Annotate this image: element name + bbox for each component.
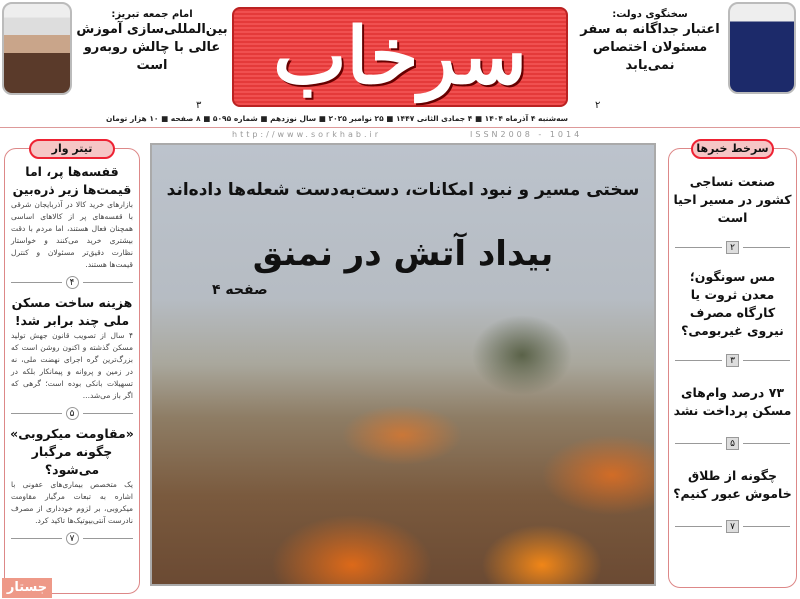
date-line: سه‌شنبه ۴ آذرماه ۱۴۰۴ ■ ۴ جمادی الثانی ۱۴۴۷ ■ ۲۵ نوامبر ۲۰۲۵ ■ سال نوزدهم ■ شماره ۵۰۹۵ ■ ۸ صفحه ■ ۱۰ هزار تومان bbox=[105, 114, 568, 123]
main-kicker: سختی مسیر و نبود امکانات، دست‌به‌دست شعله‌ها داده‌اند bbox=[166, 180, 640, 200]
item-title: مس سونگون؛ معدن ثروت یا کارگاه مصرف نیروی غیربومی؟ bbox=[681, 269, 784, 338]
item-body: یک متخصص بیماری‌های عفونی با اشاره به تبعات مرگبار مقاومت میکروبی، بر لزوم خودداری از مصرف نادرست آنتی‌بیوتیک‌ها تاکید کرد. bbox=[11, 480, 133, 525]
page-number: ۳ bbox=[675, 354, 790, 367]
main-headline: بیداد آتش در نمنق bbox=[252, 234, 554, 274]
item-body: ۴ سال از تصویب قانون جهش تولید مسکن گذشته و اکنون روشن است که بزرگ‌ترین گره اجرای نهضت ملی، نه در زمین و پروانه و پیمانکار بلکه در تسهیلات بانکی بوده است؛ گرهی که اگر باز می‌شد... bbox=[11, 331, 133, 400]
item-body: بازارهای خرید کالا در آذربایجان شرقی با قفسه‌های پر از کالاهای اساسی همچنان فعال هستند، اما مردم با دقت بیشتری خرید می‌کنند و خواستار نظارت دقیق‌تر مسئولان و کنترل قیمت‌ها هستند. bbox=[11, 200, 133, 269]
main-page-ref: صفحه ۴ bbox=[212, 282, 268, 298]
item-title: صنعت نساجی کشور در مسیر احیا است bbox=[673, 174, 792, 225]
page-number: ۵ bbox=[675, 437, 790, 450]
teaser-kicker: امام جمعه تبریز: bbox=[111, 9, 193, 20]
website-url[interactable]: http://www.sorkhab.ir bbox=[232, 130, 382, 139]
page-number: ۴ bbox=[11, 276, 133, 289]
page-number: ۲ bbox=[675, 241, 790, 254]
teaser-title: اعتبار جداگانه به سفر مسئولان اختصاص نمی‌یابد bbox=[580, 22, 720, 73]
header-rule bbox=[0, 127, 800, 128]
teaser-right-page: ۲ bbox=[595, 100, 601, 111]
item-title: ۷۳ درصد وام‌های مسکن پرداخت نشد bbox=[673, 385, 792, 418]
main-story-photo[interactable] bbox=[150, 143, 656, 586]
item-title: قفسه‌ها پر، اما قیمت‌ها زیر ذره‌بین bbox=[12, 164, 132, 197]
page-number: ۵ bbox=[11, 407, 133, 420]
teaser-left[interactable] bbox=[76, 8, 228, 75]
page-number: ۷ bbox=[11, 532, 133, 545]
list-item[interactable] bbox=[669, 460, 796, 510]
list-item[interactable] bbox=[5, 294, 139, 402]
teaser-left-page: ۳ bbox=[196, 100, 202, 111]
jostar-stamp: جستار bbox=[2, 578, 52, 598]
page-number: ۷ bbox=[675, 520, 790, 533]
right-column-tab: سرخط خبرها bbox=[691, 139, 774, 159]
left-column-tab: تیتر وار bbox=[29, 139, 115, 159]
spokesperson-photo bbox=[728, 2, 796, 94]
list-item[interactable] bbox=[5, 425, 139, 527]
teaser-right[interactable] bbox=[574, 8, 726, 75]
imam-photo bbox=[2, 2, 72, 95]
right-column bbox=[668, 142, 797, 588]
issn: ISSN2008 - 1014 bbox=[470, 130, 583, 139]
list-item[interactable] bbox=[669, 377, 796, 427]
list-item[interactable] bbox=[5, 163, 139, 271]
left-column bbox=[4, 142, 140, 594]
item-title: هزینه ساخت مسکن ملی چند برابر شد! bbox=[11, 295, 133, 328]
item-title: چگونه از طلاق خاموش عبور کنیم؟ bbox=[673, 468, 792, 501]
list-item[interactable] bbox=[669, 169, 796, 231]
item-title: «مقاومت میکروبی» چگونه مرگبار می‌شود؟ bbox=[10, 426, 134, 477]
teaser-kicker: سخنگوی دولت: bbox=[612, 9, 688, 20]
list-item[interactable] bbox=[669, 264, 796, 344]
teaser-title: بین‌المللی‌سازی آموزش عالی با چالش روبه‌رو است bbox=[76, 22, 228, 73]
sorkhab-logo: سرخاب bbox=[232, 7, 568, 107]
